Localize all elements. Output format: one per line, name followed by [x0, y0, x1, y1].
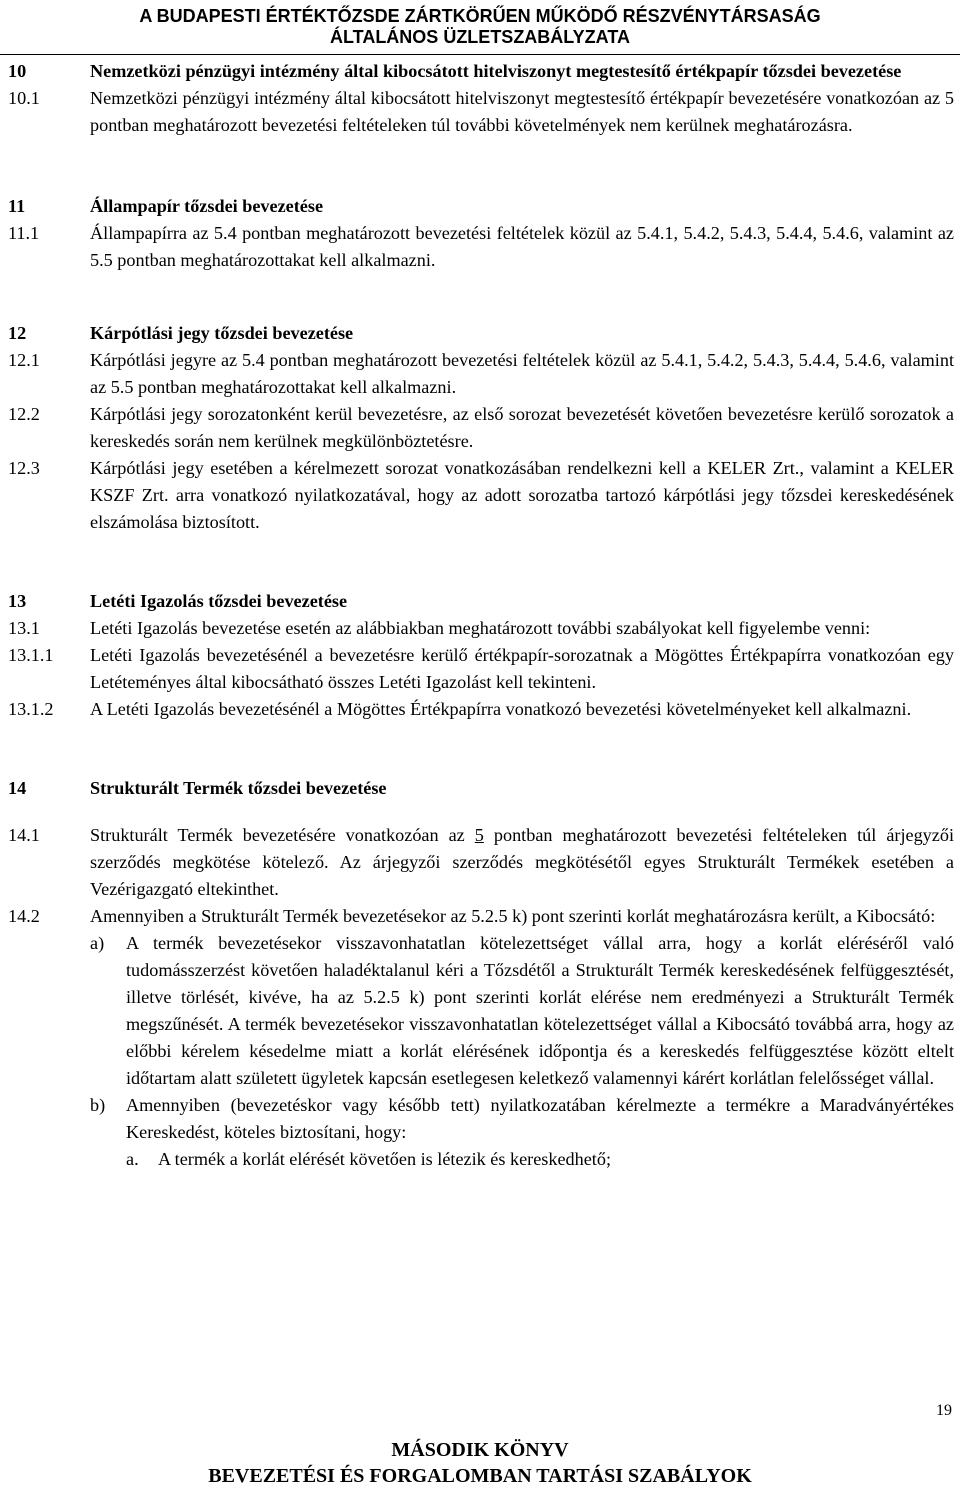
paragraph-number: 13.1.2 [8, 699, 54, 719]
paragraph-11-1 [8, 220, 954, 274]
paragraph-text: Letéti Igazolás bevezetése esetén az alábbiakban meghatározott további szabályokat kell figyelembe venni: [90, 618, 871, 638]
paragraph-number: 14.1 [8, 825, 40, 845]
section-number: 13 [8, 591, 27, 611]
list-item-b [90, 1092, 954, 1146]
paragraph-13-1-2 [8, 696, 954, 723]
section-13-heading [8, 588, 954, 615]
section-title: Kárpótlási jegy tőzsdei bevezetése [90, 323, 354, 343]
paragraph-12-3 [8, 455, 954, 536]
paragraph-number: 12.3 [8, 458, 40, 478]
paragraph-12-1 [8, 347, 954, 401]
list-label: b) [90, 1095, 106, 1115]
section-title: Strukturált Termék tőzsdei bevezetése [90, 778, 387, 798]
paragraph-text: A Letéti Igazolás bevezetésénél a Mögöttes Értékpapírra vonatkozó bevezetési követelményeket kell alkalmazni. [90, 699, 912, 719]
list-item-a [90, 930, 954, 1092]
section-number: 12 [8, 323, 27, 343]
document-body [8, 58, 954, 1173]
section-11-heading [8, 193, 954, 220]
list-label: a. [126, 1149, 139, 1169]
paragraph-text: Kárpótlási jegyre az 5.4 pontban meghatározott bevezetési feltételek közül az 5.4.1, 5.4.2, 5.4.3, 5.4.4, 5.4.6, valamint az 5.5 pontban meghatározottakat kell alkalmazni. [90, 350, 954, 397]
paragraph-14-2 [8, 903, 954, 1173]
page-header [0, 6, 960, 48]
paragraph-number: 10.1 [8, 88, 40, 108]
paragraph-text: Kárpótlási jegy esetében a kérelmezett sorozat vonatkozásában rendelkezni kell a KELER Zrt., valamint a KELER KSZF Zrt. arra vonatkozó nyilatkozatával, hogy az adott sorozatba tartozó kárpótlási jegy tőzsdei kereskedésének elszámolása biztosított. [90, 458, 954, 532]
paragraph-number: 12.1 [8, 350, 40, 370]
paragraph-text: Letéti Igazolás bevezetésénél a bevezetésre kerülő értékpapír-sorozatnak a Mögöttes Értékpapírra vonatkozóan egy Letéteményes által kibocsátható összes Letéti Igazolást kell tekinteni. [90, 645, 954, 692]
section-number: 14 [8, 778, 27, 798]
header-subtitle: ÁLTALÁNOS ÜZLETSZABÁLYZATA [330, 27, 630, 47]
section-title: Állampapír tőzsdei bevezetése [90, 196, 324, 216]
paragraph-text: Állampapírra az 5.4 pontban meghatározott bevezetési feltételek közül az 5.4.1, 5.4.2, 5.4.3, 5.4.4, 5.4.6, valamint az 5.5 pontban meghatározottakat kell alkalmazni. [90, 223, 954, 270]
paragraph-number: 12.2 [8, 404, 40, 424]
section-title: Nemzetközi pénzügyi intézmény által kibocsátott hitelviszonyt megtestesítő értékpapír tőzsdei bevezetése [90, 61, 902, 81]
list-text: A termék a korlát elérését követően is létezik és kereskedhető; [158, 1149, 611, 1169]
section-title: Letéti Igazolás tőzsdei bevezetése [90, 591, 348, 611]
list-label: a) [90, 933, 105, 953]
paragraph-text-part: Strukturált Termék bevezetésére vonatkozóan az [90, 825, 475, 845]
section-number: 11 [8, 196, 26, 216]
page-number: 19 [936, 1402, 952, 1419]
footer-rules-title: BEVEZETÉSI ÉS FORGALOMBAN TARTÁSI SZABÁLYOK [208, 1465, 752, 1487]
list-text: A termék bevezetésekor visszavonhatatlan kötelezettséget vállal arra, hogy a korlát eléréséről való tudomásszerzést követően haladéktalanul kéri a Tőzsdétől a Strukturált Termék kereskedésének felfüggesztését, illetve törlését, kivéve, ha az 5.2.5 k) pont szerinti korlát elérése nem eredményezi a Strukturált Termék megszűnését. A termék bevezetésekor visszavonhatatlan kötelezettséget vállal a Kibocsátó továbbá arra, hogy az előbbi kérelem késedelme miatt a korlát elérésének időpontja és a kereskedés felfüggesztése között eltelt időtartam alatt született ügyletek kapcsán esetlegesen keletkező valamennyi kárért korlátlan felelősséget vállal. [126, 933, 954, 1088]
page-footer [0, 1437, 960, 1489]
section-14-heading [8, 775, 954, 802]
paragraph-text: Nemzetközi pénzügyi intézmény által kibocsátott hitelviszonyt megtestesítő értékpapír bevezetésére vonatkozóan az 5 pontban meghatározott bevezetési feltételeken túl további követelmények nem kerülnek meghatározásra. [90, 88, 954, 135]
paragraph-14-1 [8, 822, 954, 903]
list-item-b-a [90, 1146, 954, 1173]
header-divider [0, 54, 960, 55]
paragraph-13-1-1 [8, 642, 954, 696]
paragraph-14-2-body [90, 903, 954, 1173]
header-title: A BUDAPESTI ÉRTÉKTŐZSDE ZÁRTKÖRŰEN MŰKÖDŐ RÉSZVÉNYTÁRSASÁG [139, 6, 821, 26]
section-number: 10 [8, 61, 27, 81]
paragraph-text: Kárpótlási jegy sorozatonként kerül bevezetésre, az első sorozat bevezetését követően bevezetésre kerülő sorozatok a kereskedés során nem kerülnek megkülönböztetésre. [90, 404, 954, 451]
paragraph-text-part: pontban meghatározott bevezetési feltételeken túl árjegyzői szerződés megkötése kötelező. Az árjegyzői szerződés megkötésétől egyes Strukturált Termékek esetében a Vezérigazgató eltekinthet. [90, 825, 954, 899]
section-10-heading [8, 58, 954, 85]
paragraph-number: 14.2 [8, 906, 40, 926]
paragraph-text [90, 822, 954, 903]
section-5-reference: 5 [474, 825, 484, 845]
paragraph-10-1 [8, 85, 954, 139]
paragraph-number: 13.1.1 [8, 645, 54, 665]
paragraph-12-2 [8, 401, 954, 455]
footer-book-title: MÁSODIK KÖNYV [391, 1439, 569, 1461]
paragraph-13-1 [8, 615, 954, 642]
list-text: Amennyiben (bevezetéskor vagy később tett) nyilatkozatában kérelmezte a termékre a Maradványértékes Kereskedést, köteles biztosítani, hogy: [126, 1095, 954, 1142]
section-12-heading [8, 320, 954, 347]
paragraph-number: 13.1 [8, 618, 40, 638]
paragraph-number: 11.1 [8, 223, 40, 243]
paragraph-text: Amennyiben a Strukturált Termék bevezetésekor az 5.2.5 k) pont szerinti korlát meghatározásra került, a Kibocsátó: [90, 906, 936, 926]
